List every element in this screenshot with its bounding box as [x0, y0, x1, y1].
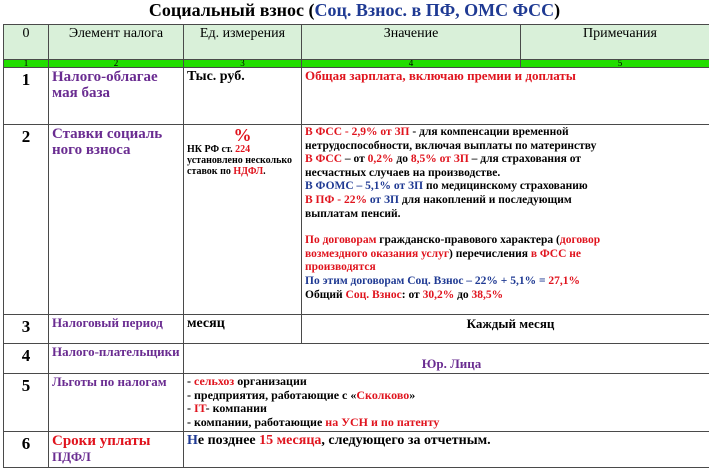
element-part: Сроки уплаты — [52, 433, 150, 449]
row-element: Льготы по налогам — [49, 374, 184, 432]
value-part: от — [437, 153, 454, 165]
value-part: Сколково — [356, 388, 409, 402]
value-part: в ФСС не — [531, 248, 581, 260]
header-col-notes: Примечания — [521, 25, 709, 60]
page-title — [0, 0, 709, 22]
benefit-line — [187, 375, 709, 389]
value-part: IT — [194, 401, 206, 415]
row-unit — [184, 125, 302, 315]
row-value — [184, 432, 709, 468]
value-line — [305, 289, 709, 303]
index-cell: 5 — [521, 60, 709, 68]
value-part: : от — [402, 289, 423, 301]
value-part: В ФСС - 2,9% от ЗП — [305, 126, 410, 138]
unit-note-d: НДФЛ — [233, 166, 263, 177]
row-element: Налого-облагае мая база — [49, 68, 184, 125]
value-part: для накоплений и последующим — [399, 194, 572, 206]
table-row — [4, 315, 709, 344]
value-line — [305, 248, 709, 262]
row-unit: месяц — [184, 315, 302, 344]
value-line: нетрудоспособности, включая выплаты по материнству — [305, 140, 709, 154]
header-col-element: Элемент налога — [49, 25, 184, 60]
value-part: Общий — [305, 289, 346, 301]
index-cell: 4 — [302, 60, 521, 68]
value-line: несчастных случаев на производстве. — [305, 167, 709, 181]
element-part: ПДФЛ — [52, 449, 91, 464]
value-part: 38,5% — [472, 289, 504, 301]
value-part: организации — [234, 374, 307, 388]
index-cell: 2 — [49, 60, 184, 68]
row-number: 3 — [4, 315, 49, 344]
value-part: от ЗП — [367, 194, 399, 206]
value-part: 8,5% — [411, 153, 437, 165]
row-unit: Тыс. руб. — [184, 68, 302, 125]
index-cell: 1 — [4, 60, 49, 68]
value-part: е позднее — [198, 433, 259, 448]
value-part: по медицинскому страхованию — [423, 180, 588, 192]
value-part: - компании — [206, 401, 267, 415]
index-row — [4, 60, 709, 68]
value-part: договор — [560, 234, 600, 246]
value-part: до — [394, 153, 411, 165]
value-part: - — [187, 374, 194, 388]
value-part: В ФСС — [305, 153, 342, 165]
value-part: По договорам — [305, 234, 376, 246]
value-part: ЗП — [454, 153, 469, 165]
value-part: Соц. Взнос – 22% + 5,1% = — [404, 275, 548, 287]
row-value — [184, 374, 709, 432]
row-element — [49, 432, 184, 468]
table-row — [4, 68, 709, 125]
row-number: 4 — [4, 344, 49, 374]
value-line — [305, 180, 709, 194]
value-line — [305, 275, 709, 289]
header-col-unit: Ед. измерения — [184, 25, 302, 60]
title-term: Соц. Взнос. в ПФ, ОМС ФСС — [315, 0, 555, 20]
unit-note — [187, 144, 298, 177]
value-part: В ПФ - 22% — [305, 194, 367, 206]
value-line: производятся — [305, 261, 709, 275]
value-part: до — [454, 289, 471, 301]
value-line — [305, 194, 709, 208]
index-cell: 3 — [184, 60, 302, 68]
row-element: Налого-плательщики — [49, 344, 184, 374]
value-part: возмездного оказания услуг — [305, 248, 449, 260]
tax-table — [3, 24, 709, 468]
table-row — [4, 125, 709, 315]
row-number: 6 — [4, 432, 49, 468]
value-part: 30,2% — [423, 289, 455, 301]
row-value: Каждый месяц — [302, 315, 709, 344]
value-line — [305, 126, 709, 140]
row-value: Юр. Лица — [184, 344, 709, 374]
row-value: Общая зарплата, включаю премии и доплаты — [302, 68, 709, 125]
benefit-line — [187, 416, 709, 430]
value-part: гражданско-правового характера ( — [376, 234, 559, 246]
table-header-row — [4, 25, 709, 60]
title-prefix: Социальный взнос ( — [149, 0, 315, 20]
value-part: » — [409, 388, 415, 402]
table-row — [4, 374, 709, 432]
value-part: 15 месяца — [259, 433, 321, 448]
row-number: 2 — [4, 125, 49, 315]
value-part: - предприятия, работающие с « — [187, 388, 356, 402]
value-part: - для компенсации временной — [410, 126, 569, 138]
value-part: По этим договорам — [305, 275, 404, 287]
table-row — [4, 432, 709, 468]
header-col-value: Значение — [302, 25, 521, 60]
value-part: на УСН и по патенту — [325, 415, 439, 429]
row-element: Налоговый период — [49, 315, 184, 344]
value-part: Соц. Взнос — [346, 289, 402, 301]
value-part: ) перечисления — [449, 248, 531, 260]
value-part: В ФОМС – 5,1% от ЗП — [305, 180, 423, 192]
table-row — [4, 344, 709, 374]
value-part: , следующего за отчетным. — [321, 433, 490, 448]
value-line: выплатам пенсий. — [305, 208, 709, 222]
percent-symbol: % — [187, 126, 298, 144]
value-part: - — [187, 401, 194, 415]
row-number: 5 — [4, 374, 49, 432]
benefit-line — [187, 389, 709, 403]
value-line — [305, 153, 709, 167]
header-col-0: 0 — [4, 25, 49, 60]
unit-note-c: установлено несколько ставок по — [187, 155, 292, 177]
unit-note-b: 224 — [235, 144, 250, 155]
value-line — [305, 234, 709, 248]
row-number: 1 — [4, 68, 49, 125]
benefit-line — [187, 402, 709, 416]
value-part: 27,1% — [548, 275, 580, 287]
row-element: Ставки социаль ного взноса — [49, 125, 184, 315]
value-spacer — [305, 221, 709, 234]
value-part: - компании, работающие — [187, 415, 325, 429]
title-suffix: ) — [554, 0, 560, 20]
value-part: сельхоз — [194, 374, 234, 388]
unit-note-a: НК РФ ст. — [187, 144, 235, 155]
row-value — [302, 125, 709, 315]
value-part: Н — [187, 433, 198, 448]
value-part: – для страхования от — [469, 153, 581, 165]
value-part: – от — [342, 153, 368, 165]
unit-note-e: . — [263, 166, 266, 177]
value-part: 0,2% — [368, 153, 394, 165]
